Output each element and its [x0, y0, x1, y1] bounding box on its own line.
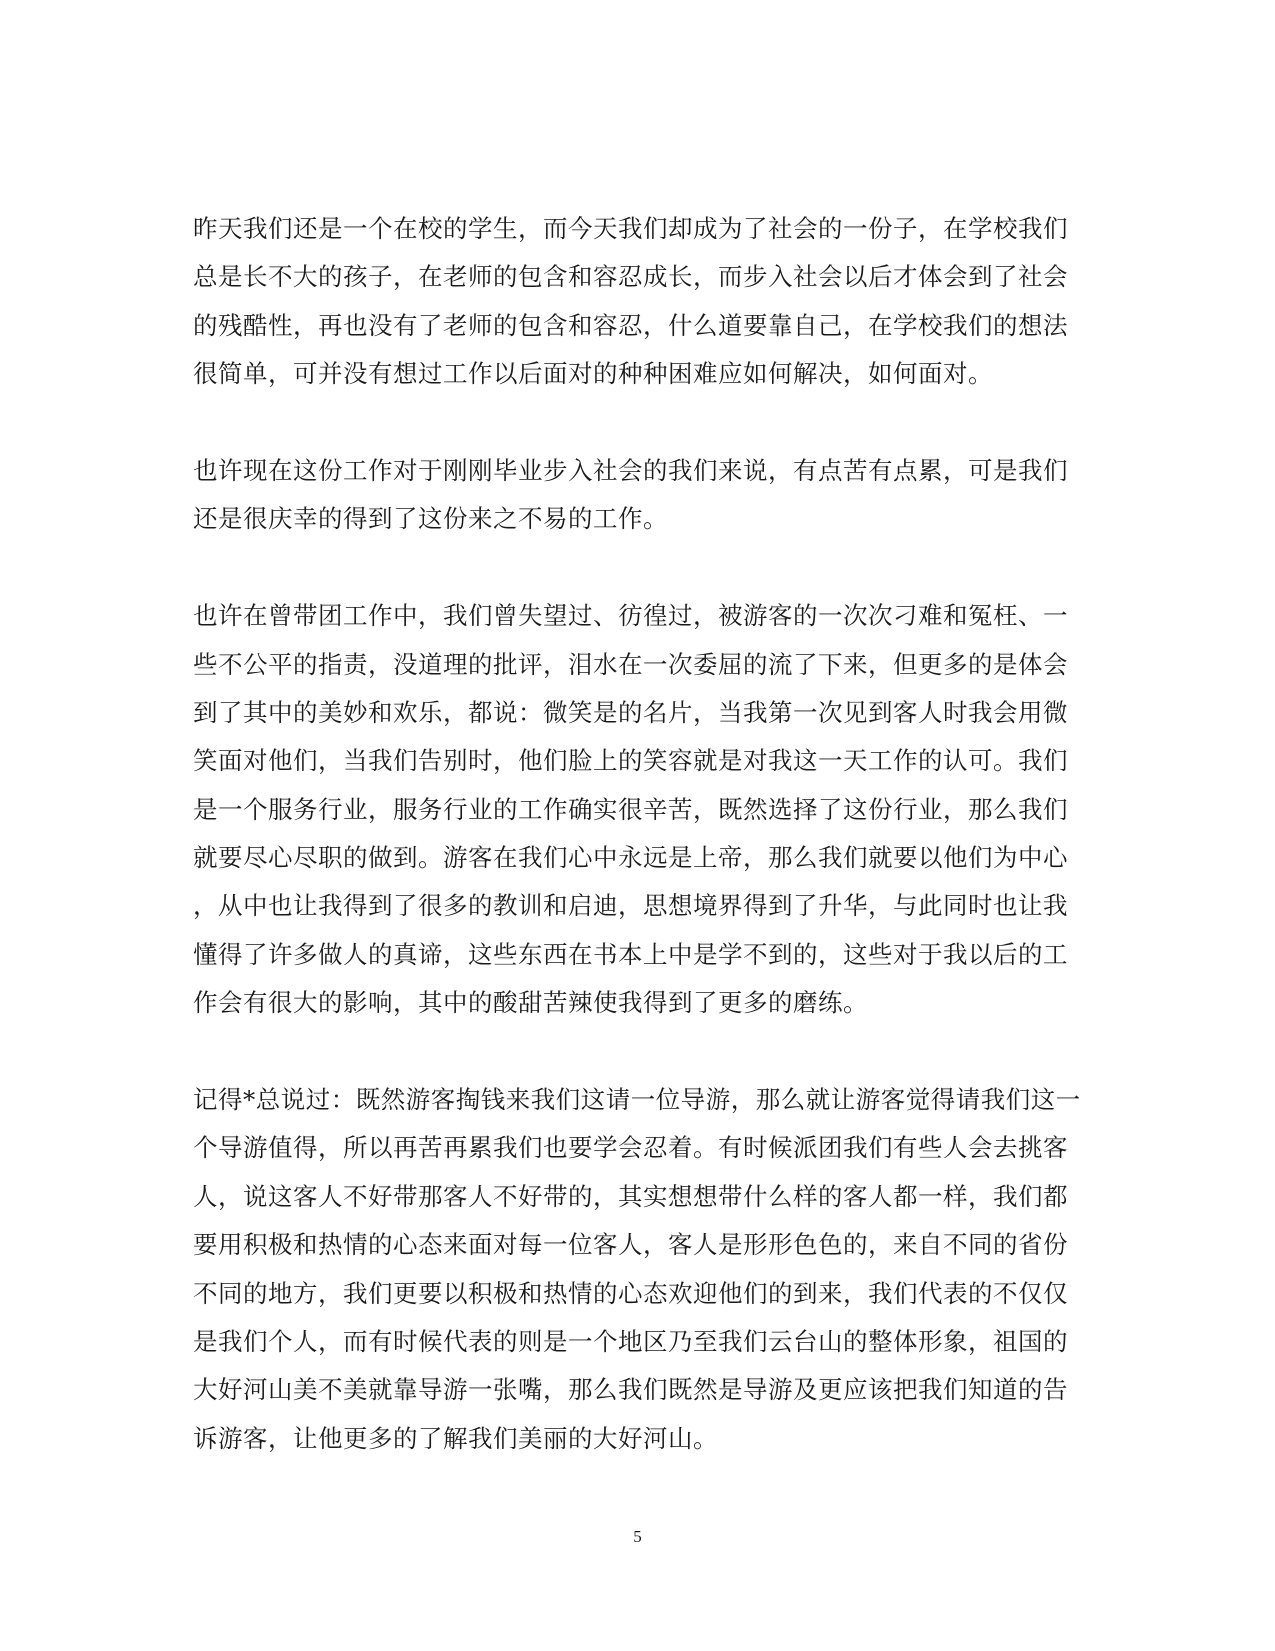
text-line: 还是很庆幸的得到了这份来之不易的工作。 — [193, 504, 668, 534]
text-line: 的残酷性，再也没有了老师的包含和容忍，什么道要靠自己，在学校我们的想法 — [193, 310, 1068, 340]
text-line: 诉游客，让他更多的了解我们美丽的大好河山。 — [193, 1423, 718, 1453]
text-line: 大好河山美不美就靠导游一张嘴，那么我们既然是导游及更应该把我们知道的告 — [193, 1375, 1068, 1405]
text-line: 很简单，可并没有想过工作以后面对的种种困难应如何解决，如何面对。 — [193, 359, 993, 389]
page-number: 5 — [633, 1527, 642, 1546]
paragraph-1 — [193, 205, 1073, 399]
paragraph-gap — [193, 1028, 1073, 1076]
text-line: 也许现在这份工作对于刚刚毕业步入社会的我们来说，有点苦有点累，可是我们 — [193, 455, 1068, 485]
body-text — [193, 205, 1081, 1463]
text-line: 些不公平的指责，没道理的批评，泪水在一次委屈的流了下来，但更多的是体会 — [193, 649, 1068, 679]
text-line: 也许在曾带团工作中，我们曾失望过、彷徨过，被游客的一次次刁难和冤枉、一 — [193, 601, 1068, 631]
text-line: 记得*总说过：既然游客掏钱来我们这请一位导游，那么就让游客觉得请我们这一 — [193, 1085, 1081, 1115]
text-line: 人，说这客人不好带那客人不好带的，其实想想带什么样的客人都一样，我们都 — [193, 1181, 1068, 1211]
paragraph-gap — [193, 544, 1073, 592]
text-line: 懂得了许多做人的真谛，这些东西在书本上中是学不到的，这些对于我以后的工 — [193, 939, 1068, 969]
paragraph-4 — [193, 1076, 1081, 1463]
paragraph-2 — [193, 447, 1073, 544]
text-line: 就要尽心尽职的做到。游客在我们心中永远是上帝，那么我们就要以他们为中心 — [193, 843, 1068, 873]
text-line: ，从中也让我得到了很多的教训和启迪，思想境界得到了升华，与此同时也让我 — [193, 891, 1068, 921]
text-line: 要用积极和热情的心态来面对每一位客人，客人是形形色色的，来自不同的省份 — [193, 1230, 1068, 1260]
text-line: 是我们个人，而有时候代表的则是一个地区乃至我们云台山的整体形象，祖国的 — [193, 1326, 1068, 1356]
text-line: 是一个服务行业，服务行业的工作确实很辛苦，既然选择了这份行业，那么我们 — [193, 794, 1068, 824]
text-line: 到了其中的美妙和欢乐，都说：微笑是的名片，当我第一次见到客人时我会用微 — [193, 697, 1068, 727]
text-line: 笑面对他们，当我们告别时，他们脸上的笑容就是对我这一天工作的认可。我们 — [193, 746, 1068, 776]
text-line: 昨天我们还是一个在校的学生，而今天我们却成为了社会的一份子，在学校我们 — [193, 214, 1068, 243]
text-line: 个导游值得，所以再苦再累我们也要学会忍着。有时候派团我们有些人会去挑客 — [193, 1133, 1068, 1163]
text-line: 总是长不大的孩子，在老师的包含和容忍成长，而步入社会以后才体会到了社会 — [193, 262, 1068, 292]
paragraph-gap — [193, 399, 1073, 447]
text-line: 不同的地方，我们更要以积极和热情的心态欢迎他们的到来，我们代表的不仅仅 — [193, 1278, 1068, 1308]
text-line: 作会有很大的影响，其中的酸甜苦辣使我得到了更多的磨练。 — [193, 988, 868, 1018]
paragraph-3 — [193, 592, 1073, 1028]
